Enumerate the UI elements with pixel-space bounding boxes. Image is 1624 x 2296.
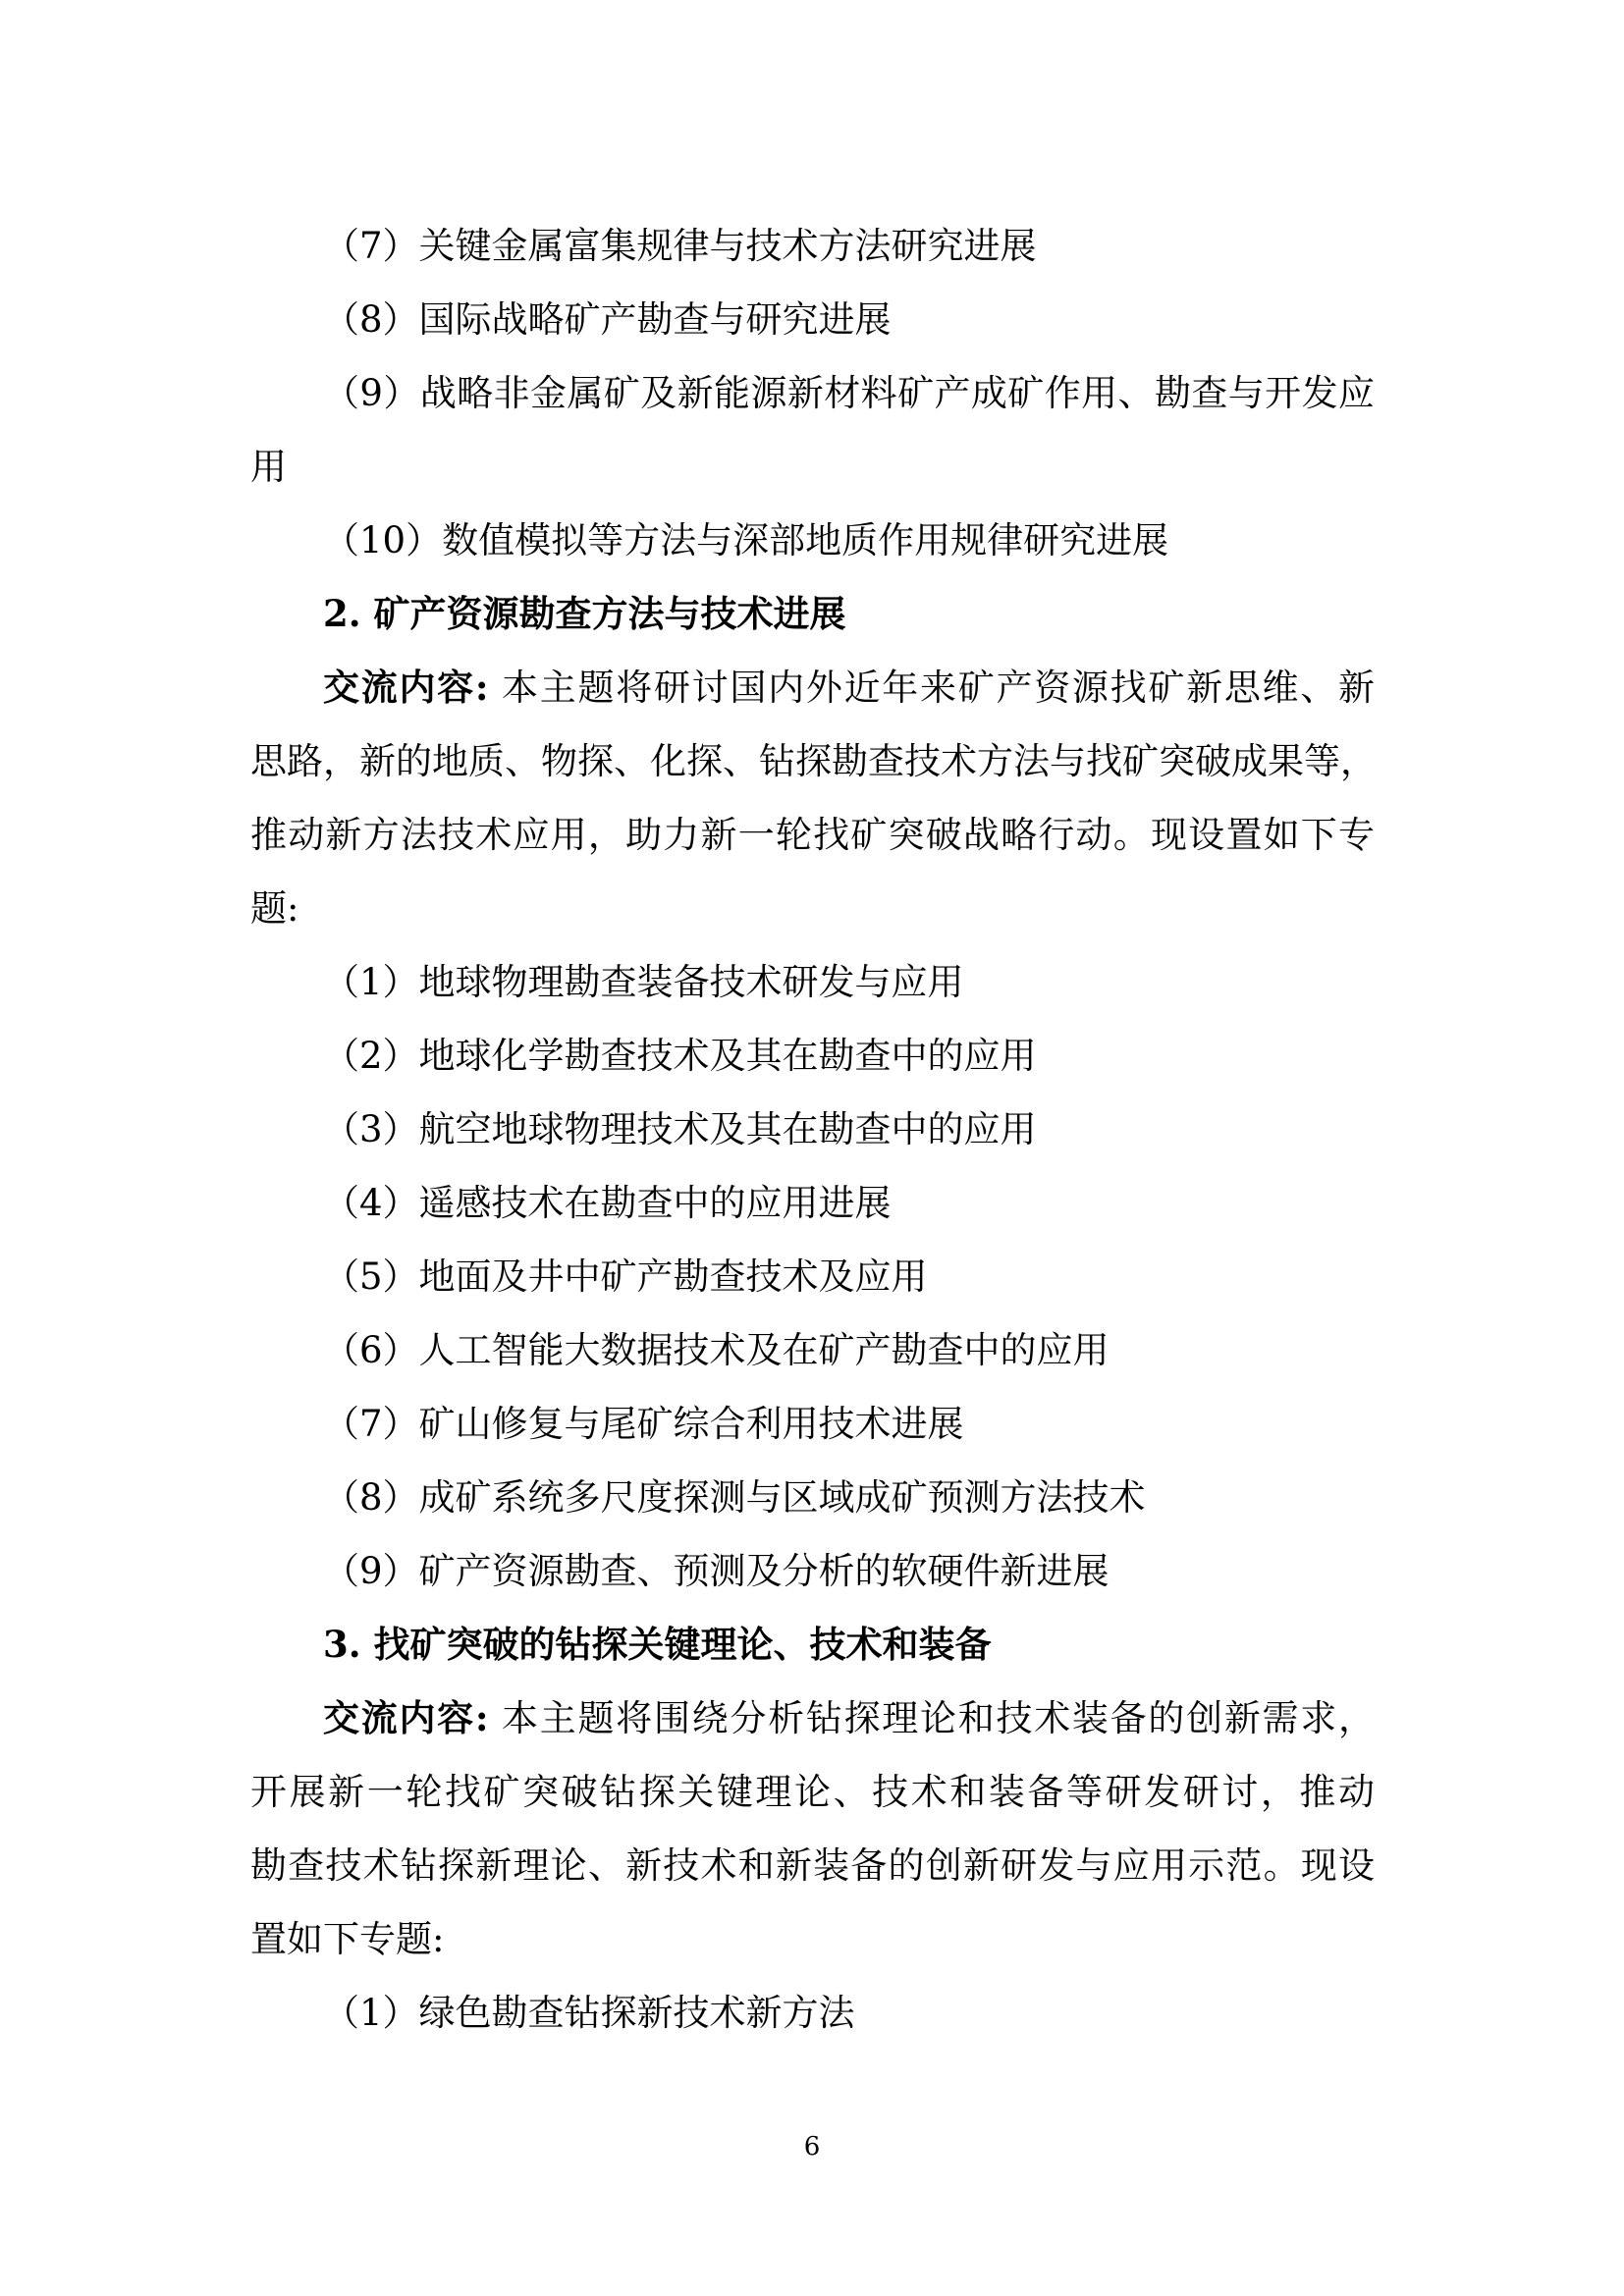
heading-line	[250, 577, 1375, 651]
text-run: 本主题将研讨国内外近年来矿产资源找矿新思维、新	[488, 667, 1375, 709]
text-run: （3）航空地球物理技术及其在勘查中的应用	[323, 1108, 1037, 1150]
paragraph-line	[250, 1755, 1375, 1829]
text-run: 置如下专题:	[250, 1918, 445, 1960]
text-run: 推动新方法技术应用，助力新一轮找矿突破战略行动。现设置如下专	[250, 814, 1375, 856]
paragraph-line	[250, 1682, 1375, 1755]
list-item-line	[250, 1387, 1375, 1461]
list-item-line	[250, 504, 1375, 577]
text-run: （6）人工智能大数据技术及在矿产勘查中的应用	[323, 1329, 1110, 1371]
text-run: 勘查技术钻探新理论、新技术和新装备的创新研发与应用示范。现设	[250, 1844, 1375, 1887]
list-item-line	[250, 209, 1375, 283]
list-item-line	[250, 1313, 1375, 1387]
text-run: （2）地球化学勘查技术及其在勘查中的应用	[323, 1035, 1037, 1077]
text-run: （8）国际战略矿产勘查与研究进展	[323, 298, 892, 341]
emphasis-run: 交流内容:	[323, 666, 489, 709]
text-run: （7）矿山修复与尾矿综合利用技术进展	[323, 1403, 964, 1445]
list-item-line	[250, 430, 1375, 504]
list-item-line	[250, 1976, 1375, 2050]
list-item-line	[250, 1461, 1375, 1534]
paragraph-line	[250, 798, 1375, 872]
text-run: （10）数值模拟等方法与深部地质作用规律研究进展	[323, 519, 1169, 561]
paragraph-line	[250, 872, 1375, 945]
text-run: 3. 找矿突破的钻探关键理论、技术和装备	[323, 1623, 992, 1666]
list-item-line	[250, 1240, 1375, 1313]
list-item-line	[250, 945, 1375, 1019]
list-item-line	[250, 1019, 1375, 1093]
list-item-line	[250, 1166, 1375, 1240]
text-run: （8）成矿系统多尺度探测与区域成矿预测方法技术	[323, 1476, 1146, 1519]
heading-line	[250, 1608, 1375, 1682]
text-run: 用	[250, 446, 287, 488]
document-body	[250, 209, 1375, 2050]
page-footer	[0, 2127, 1624, 2166]
text-run: （1）地球物理勘查装备技术研发与应用	[323, 961, 964, 1003]
text-run: 2. 矿产资源勘查方法与技术进展	[323, 592, 846, 635]
paragraph-line	[250, 724, 1375, 798]
text-run: 本主题将围绕分析钻探理论和技术装备的创新需求，	[488, 1697, 1375, 1739]
text-run: （5）地面及井中矿产勘查技术及应用	[323, 1255, 928, 1298]
paragraph-line	[250, 651, 1375, 724]
list-item-line	[250, 283, 1375, 356]
page-number: 6	[803, 2132, 821, 2162]
text-run: （4）遥感技术在勘查中的应用进展	[323, 1182, 892, 1224]
list-item-line	[250, 1534, 1375, 1608]
text-run: （1）绿色勘查钻探新技术新方法	[323, 1992, 855, 2034]
paragraph-line	[250, 1829, 1375, 1902]
paragraph-line	[250, 1902, 1375, 1976]
emphasis-run: 交流内容:	[323, 1696, 489, 1739]
list-item-line	[250, 1093, 1375, 1166]
text-run: （9）战略非金属矿及新能源新材料矿产成矿作用、勘查与开发应	[323, 372, 1375, 414]
text-run: 思路，新的地质、物探、化探、钻探勘查技术方法与找矿突破成果等，	[250, 740, 1377, 782]
list-item-line	[250, 356, 1375, 430]
text-run: （9）矿产资源勘查、预测及分析的软硬件新进展	[323, 1550, 1110, 1592]
text-run: 开展新一轮找矿突破钻探关键理论、技术和装备等研发研讨，推动	[250, 1771, 1375, 1813]
text-run: 题:	[250, 887, 299, 930]
text-run: （7）关键金属富集规律与技术方法研究进展	[323, 225, 1037, 267]
